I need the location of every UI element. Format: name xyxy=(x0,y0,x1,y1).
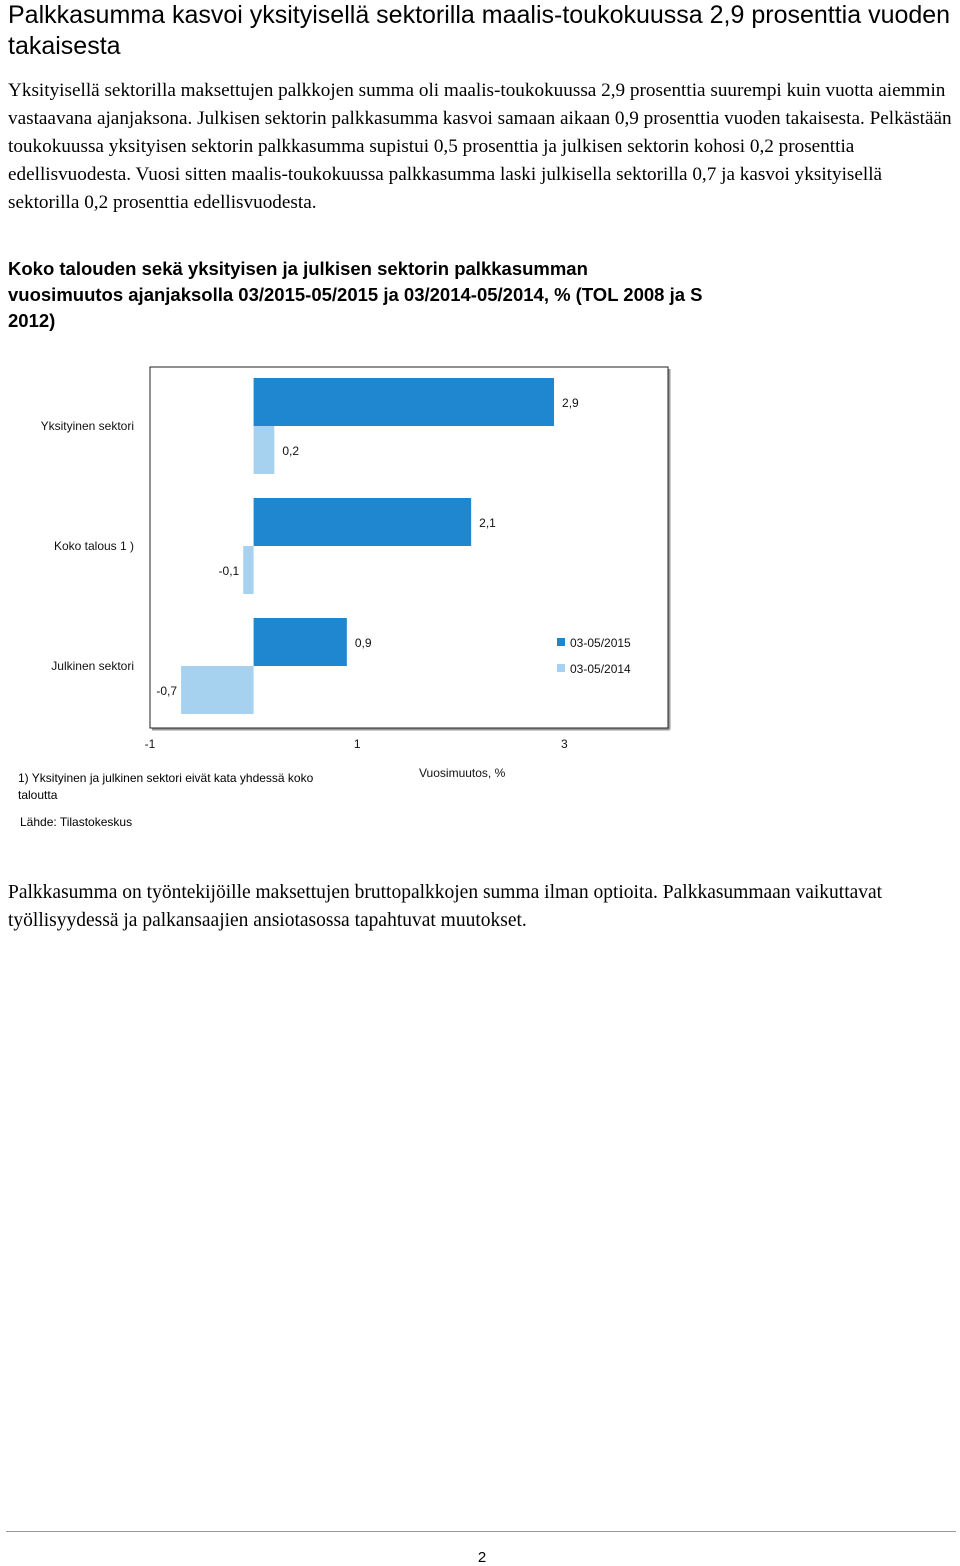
lead-paragraph: Yksityisellä sektorilla maksettujen palkkojen summa oli maalis-toukokuussa 2,9 prosenttia suurempi kuin vuotta aiemmin vastaavana ajanjaksona. Julkisen sektorin palkkasumma kasvoi samaan aikaan 0,9 prosenttia vuoden takaisesta. Pelkästään toukokuussa yksityisen sektorin palkkasumma supistui 0,5 prosenttia ja julkisen sektorin kohosi 0,2 prosenttia edellisvuodesta. Vuosi sitten maalis-toukokuussa palkkasumma laski julkisella sektorilla 0,7 ja kasvoi yksityisellä sektorilla 0,2 prosenttia edellisvuodesta. xyxy=(8,80,952,213)
data-label: -0,1 xyxy=(218,564,240,578)
bar-2014 xyxy=(243,546,253,594)
bar-2014 xyxy=(254,426,275,474)
category-label: Yksityinen sektori xyxy=(40,419,134,433)
legend-label: 03-05/2015 xyxy=(570,636,631,650)
category-label: Julkinen sektori xyxy=(51,659,134,673)
chart-title: Koko talouden sekä yksityisen ja julkisen sektorin palkkasumman vuosimuutos ajanjaksolla 03/2015-05/2015 ja 03/2014-05/2014, % (TOL 2008 ja S 2012) xyxy=(8,258,703,331)
data-label: 0,2 xyxy=(282,444,300,458)
data-label: 2,9 xyxy=(562,396,579,410)
page-footer-rule xyxy=(6,1531,956,1532)
bar-2015 xyxy=(254,378,554,426)
legend-label: 03-05/2014 xyxy=(570,662,631,676)
category-label: Koko talous 1 ) xyxy=(53,539,134,553)
bar-2015 xyxy=(254,618,347,666)
x-axis-title: Vuosimuutos, % xyxy=(419,766,506,780)
data-label: -0,7 xyxy=(156,684,178,698)
page-heading: Palkkasumma kasvoi yksityisellä sektorilla maalis-toukokuussa 2,9 prosenttia vuoden takaisesta xyxy=(8,1,951,60)
bar-chart xyxy=(0,350,700,780)
bar-2014 xyxy=(181,666,254,714)
data-label: 2,1 xyxy=(479,516,496,530)
x-tick-label: 3 xyxy=(561,737,568,751)
legend-swatch xyxy=(557,664,565,672)
data-label: 0,9 xyxy=(354,636,372,650)
chart-footnote: 1) Yksityinen ja julkinen sektori eivät kata yhdessä koko taloutta xyxy=(18,771,314,802)
x-tick-label: 1 xyxy=(353,737,361,751)
body-paragraph: Palkkasumma on työntekijöille maksettujen bruttopalkkojen summa ilman optioita. Palkkasummaan vaikuttavat työllisyydessä ja palkansaajien ansiotasossa tapahtuvat muutokset. xyxy=(8,882,883,931)
legend-swatch xyxy=(557,638,565,646)
chart-source: Lähde: Tilastokeskus xyxy=(20,815,133,829)
bar-2015 xyxy=(254,498,472,546)
x-tick-label: -1 xyxy=(144,737,156,751)
page-number: 2 xyxy=(477,1549,487,1566)
